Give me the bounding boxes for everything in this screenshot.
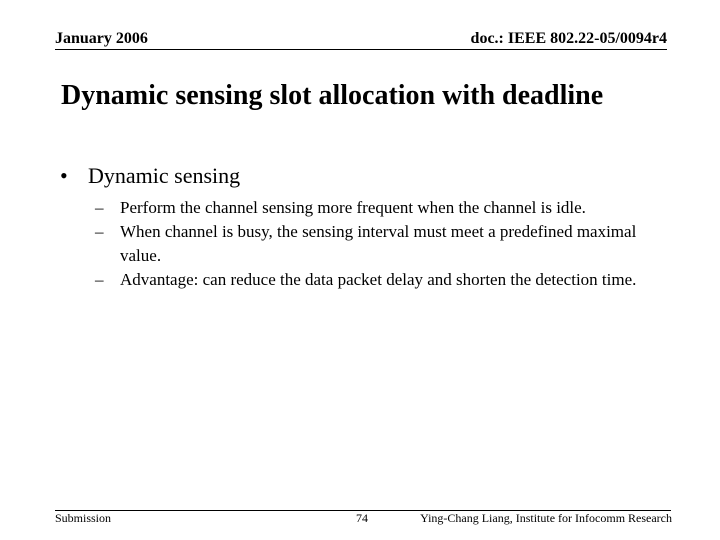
bullet-marker: • <box>60 163 68 188</box>
sub-bullet-item <box>95 220 675 268</box>
slide-title: Dynamic sensing slot allocation with deadline <box>61 80 604 111</box>
header-doc-id: doc.: IEEE 802.22-05/0094r4 <box>470 30 667 47</box>
main-bullet <box>60 162 240 190</box>
footer-author: Ying-Chang Liang, Institute for Infocomm Research <box>420 511 672 525</box>
sub-bullet-list <box>95 196 675 292</box>
main-bullet-text: Dynamic sensing <box>88 163 241 188</box>
sub-bullet-item <box>95 268 675 292</box>
footer-page-number: 74 <box>356 511 368 525</box>
sub-bullet-text: When channel is busy, the sensing interval must meet a predefined maximal value. <box>120 222 637 265</box>
sub-bullet-marker: – <box>95 270 104 289</box>
sub-bullet-text: Advantage: can reduce the data packet delay and shorten the detection time. <box>120 270 637 289</box>
header-divider <box>55 49 667 50</box>
header-date: January 2006 <box>55 30 148 47</box>
sub-bullet-text: Perform the channel sensing more frequent when the channel is idle. <box>120 198 586 217</box>
sub-bullet-item <box>95 196 675 220</box>
sub-bullet-marker: – <box>95 198 104 217</box>
sub-bullet-marker: – <box>95 222 104 241</box>
footer-submission: Submission <box>55 511 112 525</box>
